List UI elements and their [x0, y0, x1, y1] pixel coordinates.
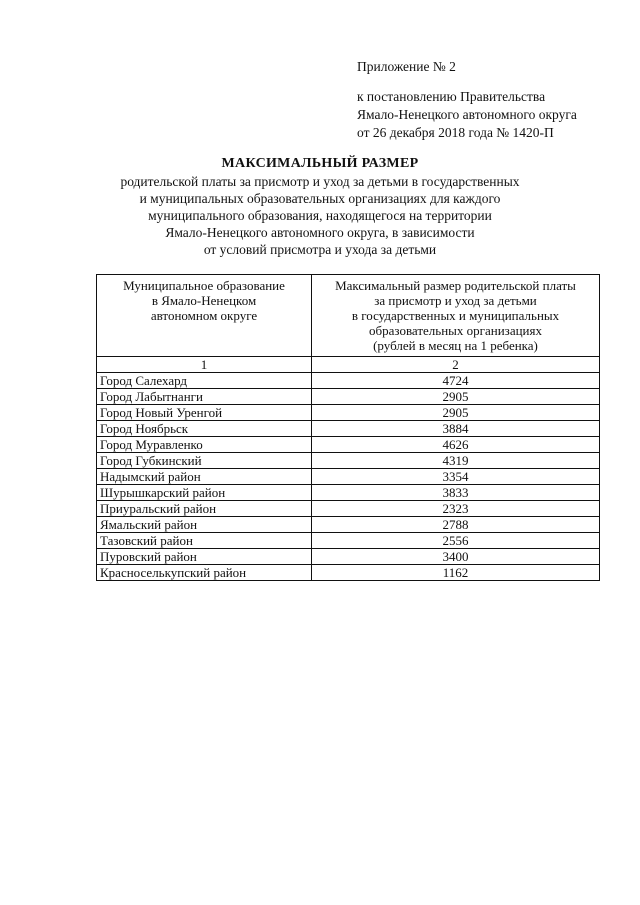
title-main: МАКСИМАЛЬНЫЙ РАЗМЕР — [221, 156, 419, 171]
appendix-line: от 26 декабря 2018 года № 1420-П — [357, 125, 554, 140]
max-fee-value: 3400 — [312, 549, 600, 565]
title-line: родительской платы за присмотр и уход за детьми в государственных — [120, 174, 520, 189]
column-number-2: 2 — [312, 357, 600, 373]
max-fee-value: 4319 — [312, 453, 600, 469]
appendix-line: к постановлению Правительства — [357, 89, 546, 104]
column-number-1: 1 — [97, 357, 312, 373]
municipality-name: Город Ноябрьск — [97, 421, 312, 437]
title-line: муниципального образования, находящегося на территории — [148, 208, 492, 223]
header-line: за присмотр и уход за детьми — [374, 293, 537, 308]
header-municipality — [97, 275, 312, 357]
header-line: образовательных организациях — [369, 323, 542, 338]
fee-table — [96, 274, 600, 581]
max-fee-value: 3354 — [312, 469, 600, 485]
header-max-fee — [312, 275, 600, 357]
table-row — [97, 405, 600, 421]
header-line: Муниципальное образование — [123, 278, 285, 293]
max-fee-value: 2556 — [312, 533, 600, 549]
table-row — [97, 373, 600, 389]
max-fee-value: 2905 — [312, 405, 600, 421]
table-row — [97, 565, 600, 581]
table-row — [97, 501, 600, 517]
table-header-row — [97, 275, 600, 357]
table-row — [97, 485, 600, 501]
municipality-name: Город Губкинский — [97, 453, 312, 469]
header-line: (рублей в месяц на 1 ребенка) — [373, 338, 538, 353]
municipality-name: Надымский район — [97, 469, 312, 485]
table-row — [97, 533, 600, 549]
document-title — [0, 155, 640, 258]
municipality-name: Город Салехард — [97, 373, 312, 389]
municipality-name: Тазовский район — [97, 533, 312, 549]
municipality-name: Шурышкарский район — [97, 485, 312, 501]
table-row — [97, 453, 600, 469]
max-fee-value: 4724 — [312, 373, 600, 389]
table-row — [97, 421, 600, 437]
max-fee-value: 3833 — [312, 485, 600, 501]
max-fee-value: 3884 — [312, 421, 600, 437]
municipality-name: Город Муравленко — [97, 437, 312, 453]
title-line: и муниципальных образовательных организациях для каждого — [139, 191, 501, 206]
table-row — [97, 437, 600, 453]
table-row — [97, 389, 600, 405]
header-line: в Ямало-Ненецком — [151, 293, 257, 308]
header-line: автономном округе — [150, 308, 258, 323]
municipality-name: Город Новый Уренгой — [97, 405, 312, 421]
max-fee-value: 2905 — [312, 389, 600, 405]
title-line: Ямало-Ненецкого автономного округа, в зависимости — [165, 225, 475, 240]
table-row — [97, 517, 600, 533]
title-line: от условий присмотра и ухода за детьми — [203, 242, 437, 257]
municipality-name: Приуральский район — [97, 501, 312, 517]
appendix-number: Приложение № 2 — [357, 59, 456, 74]
max-fee-value: 2788 — [312, 517, 600, 533]
column-number-row — [97, 357, 600, 373]
max-fee-value: 4626 — [312, 437, 600, 453]
table-row — [97, 469, 600, 485]
municipality-name: Город Лабытнанги — [97, 389, 312, 405]
municipality-name: Красноселькупский район — [97, 565, 312, 581]
table-row — [97, 549, 600, 565]
appendix-line: Ямало-Ненецкого автономного округа — [357, 107, 577, 122]
header-line: в государственных и муниципальных — [351, 308, 560, 323]
max-fee-value: 1162 — [312, 565, 600, 581]
appendix-gap — [357, 76, 577, 88]
max-fee-value: 2323 — [312, 501, 600, 517]
header-line: Максимальный размер родительской платы — [335, 278, 576, 293]
municipality-name: Пуровский район — [97, 549, 312, 565]
appendix-header — [357, 58, 577, 142]
municipality-name: Ямальский район — [97, 517, 312, 533]
